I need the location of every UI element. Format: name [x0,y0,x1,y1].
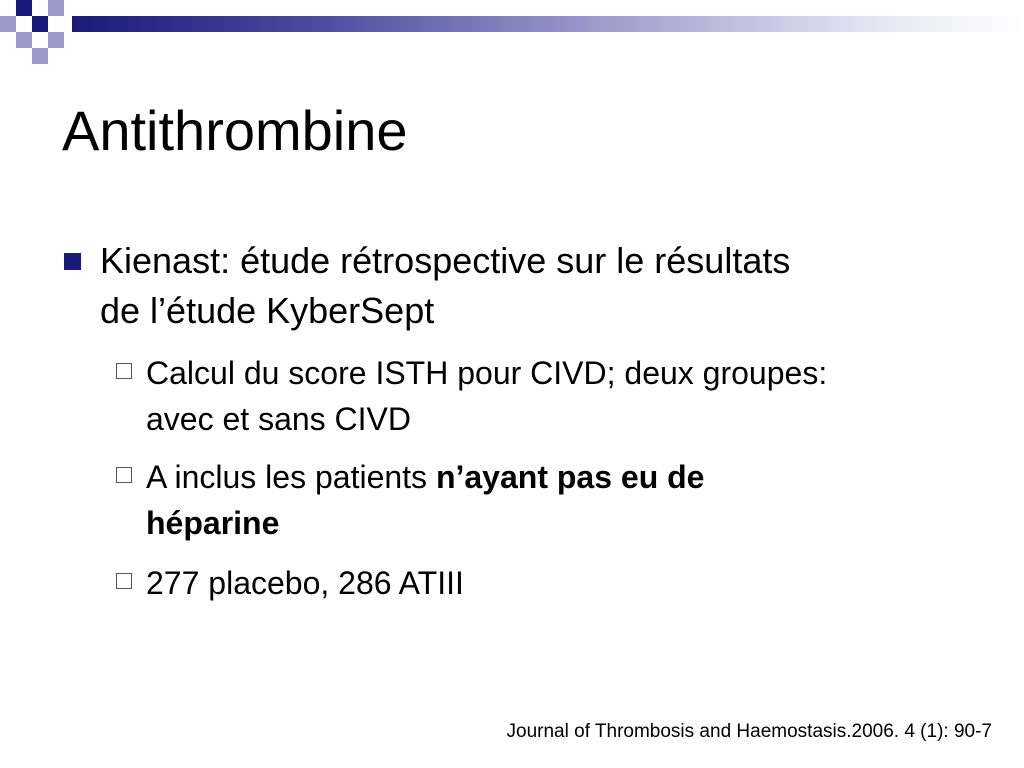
sub-bullet-text: 277 placebo, 286 ATIII [146,565,464,601]
hollow-square-bullet-icon [116,467,132,483]
citation: Journal of Thrombosis and Haemostasis.2006. 4 (1): 90-7 [506,721,992,742]
sub-bullet-text-plain: A inclus les patients [146,459,436,495]
hollow-square-bullet-icon [116,363,132,379]
sub-bullet-text: Calcul du score ISTH pour CIVD; deux groupes: avec et sans CIVD [146,355,828,437]
bullet-text: Kienast: étude rétrospective sur le résultats de l’étude KyberSept [100,240,791,331]
hollow-square-bullet-icon [116,573,132,589]
square-bullet-icon [64,253,81,270]
sub-bullet-text [146,454,846,546]
sub-bullet-text-bold: n’ayant pas eu de héparine [146,459,705,541]
slide-title: Antithrombine [62,99,408,162]
